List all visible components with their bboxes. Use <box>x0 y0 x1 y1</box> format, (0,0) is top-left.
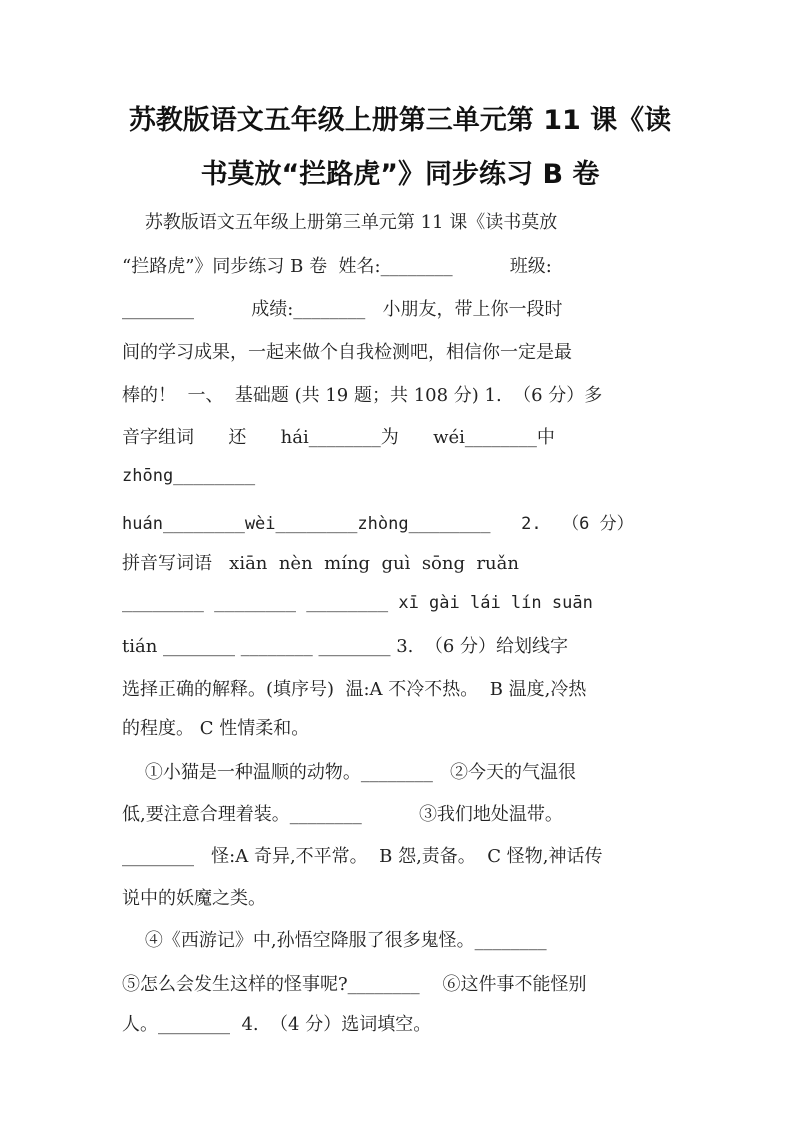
body-line: 选择正确的解释。(填序号) 温:A 不冷不热。 B 温度,冷热 <box>122 679 587 700</box>
body-line: 低,要注意合理着装。________ ③我们地处温带。 <box>122 804 563 825</box>
body-line: ________ 成绩:________ 小朋友，带上你一段时 <box>122 299 563 320</box>
body-line: tián ________ ________ ________ 3. （6 分）给划线字 <box>122 636 568 657</box>
body-line: ①小猫是一种温顺的动物。________ ②今天的气温很 <box>122 762 577 783</box>
body-line: 拼音写词语 xiān nèn míng guì sōng ruǎn <box>122 553 519 574</box>
body-line: 人。________ 4. （4 分）选词填空。 <box>122 1014 432 1035</box>
body-line: 苏教版语文五年级上册第三单元第 11 课《读书莫放 <box>122 212 558 233</box>
body-line: 棒的！ 一、 基础题 (共 19 题；共 108 分) 1. （6 分）多 <box>122 385 603 406</box>
body-line: 的程度。 C 性情柔和。 <box>122 718 310 739</box>
body-line: 间的学习成果，一起来做个自我检测吧，相信你一定是最 <box>122 342 572 363</box>
body-line: 音字组词 还 hái________为 wéi________中 <box>122 427 555 448</box>
body-line: ________ ________ ________ xī gài lái lín suān <box>122 593 593 613</box>
body-line: ________ 怪:A 奇异,不平常。 B 怨,责备。 C 怪物,神话传 <box>122 846 603 867</box>
body-line: ⑤怎么会发生这样的怪事呢?________ ⑥这件事不能怪别 <box>122 974 587 995</box>
body-line: zhōng________ <box>122 466 256 486</box>
body-line: “拦路虎”》同步练习 B 卷 姓名:________ 班级: <box>122 256 552 277</box>
document-title-line-2: 书莫放“拦路虎”》同步练习 B 卷 <box>200 159 600 190</box>
document-title-line-1: 苏教版语文五年级上册第三单元第 11 课《读 <box>128 105 672 136</box>
body-line: 说中的妖魔之类。 <box>122 888 266 909</box>
body-line: ④《西游记》中,孙悟空降服了很多鬼怪。________ <box>122 930 547 951</box>
body-line: huán________wèi________zhòng________ 2. （6 分） <box>122 514 634 534</box>
